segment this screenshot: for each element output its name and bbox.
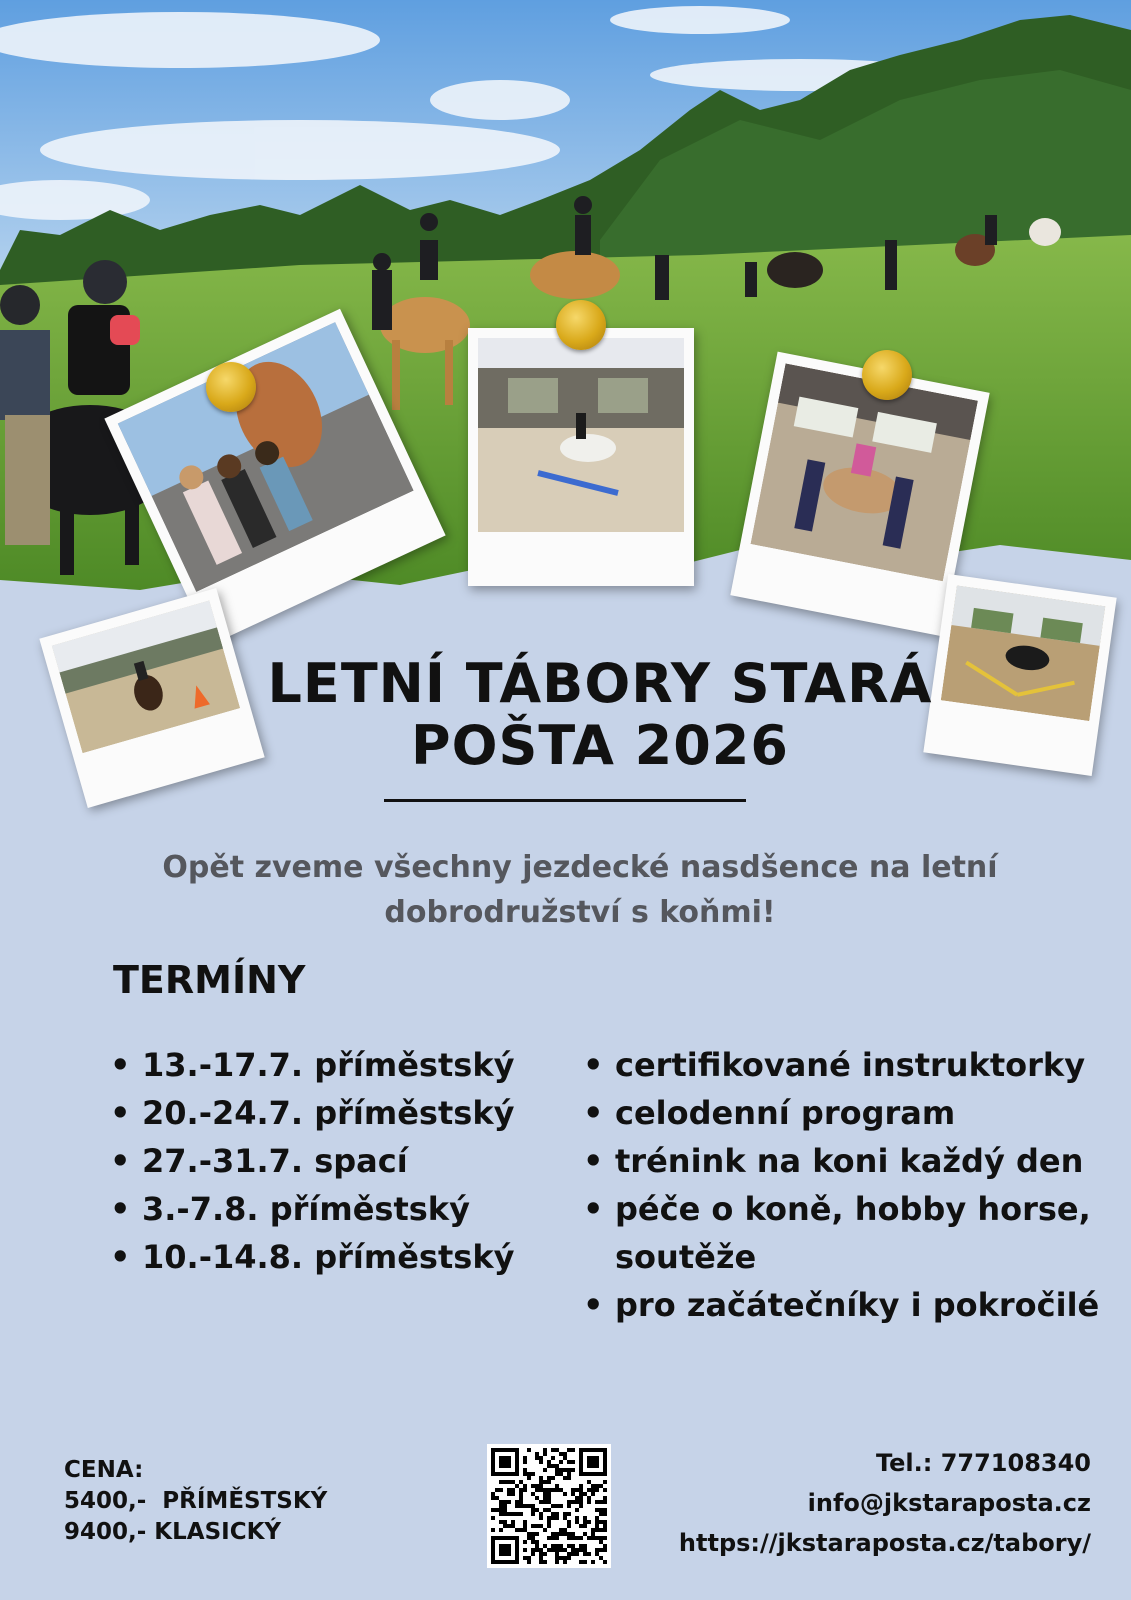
terms-list xyxy=(110,1041,514,1281)
qr-code-icon[interactable] xyxy=(487,1444,611,1568)
gold-pin-icon xyxy=(862,350,912,400)
term-item: • 3.-7.8. příměstský xyxy=(110,1185,514,1233)
website-link[interactable]: https://jkstaraposta.cz/tabory/ xyxy=(678,1529,1091,1557)
feature-item: • trénink na koni každý den xyxy=(583,1137,1103,1185)
photo-horse-jumping-indoor xyxy=(468,328,694,586)
title-divider xyxy=(384,799,746,802)
feature-item: • pro začátečníky i pokročilé xyxy=(583,1281,1103,1329)
price-day-camp: 5400,- PŘÍMĚSTSKÝ xyxy=(64,1488,328,1514)
feature-item: • péče o koně, hobby horse, soutěže xyxy=(583,1185,1103,1281)
price-block xyxy=(64,1455,327,1548)
term-item: • 20.-24.7. příměstský xyxy=(110,1089,514,1137)
terms-heading: TERMÍNY xyxy=(113,958,306,1002)
phone-number[interactable]: Tel.: 777108340 xyxy=(875,1449,1091,1477)
intro-text: Opět zveme všechny jezdecké nasdšence na letní dobrodružství s koňmi! xyxy=(162,850,998,930)
feature-item: • certifikované instruktorky xyxy=(583,1041,1103,1089)
price-label: CENA: xyxy=(64,1457,144,1483)
features-list xyxy=(583,1041,1103,1329)
term-item: • 13.-17.7. příměstský xyxy=(110,1041,514,1089)
term-item: • 10.-14.8. příměstský xyxy=(110,1233,514,1281)
page-title: LETNÍ TÁBORY STARÁ POŠTA 2026 xyxy=(267,652,933,777)
contact-block xyxy=(679,1443,1091,1563)
email-link[interactable]: info@jkstaraposta.cz xyxy=(807,1489,1091,1517)
price-classic: 9400,- KLASICKÝ xyxy=(64,1519,282,1545)
term-item: • 27.-31.7. spací xyxy=(110,1137,514,1185)
photo-horse-ground-poles xyxy=(923,574,1116,776)
gold-pin-icon xyxy=(206,362,256,412)
feature-item: • celodenní program xyxy=(583,1089,1103,1137)
gold-pin-icon xyxy=(556,300,606,350)
